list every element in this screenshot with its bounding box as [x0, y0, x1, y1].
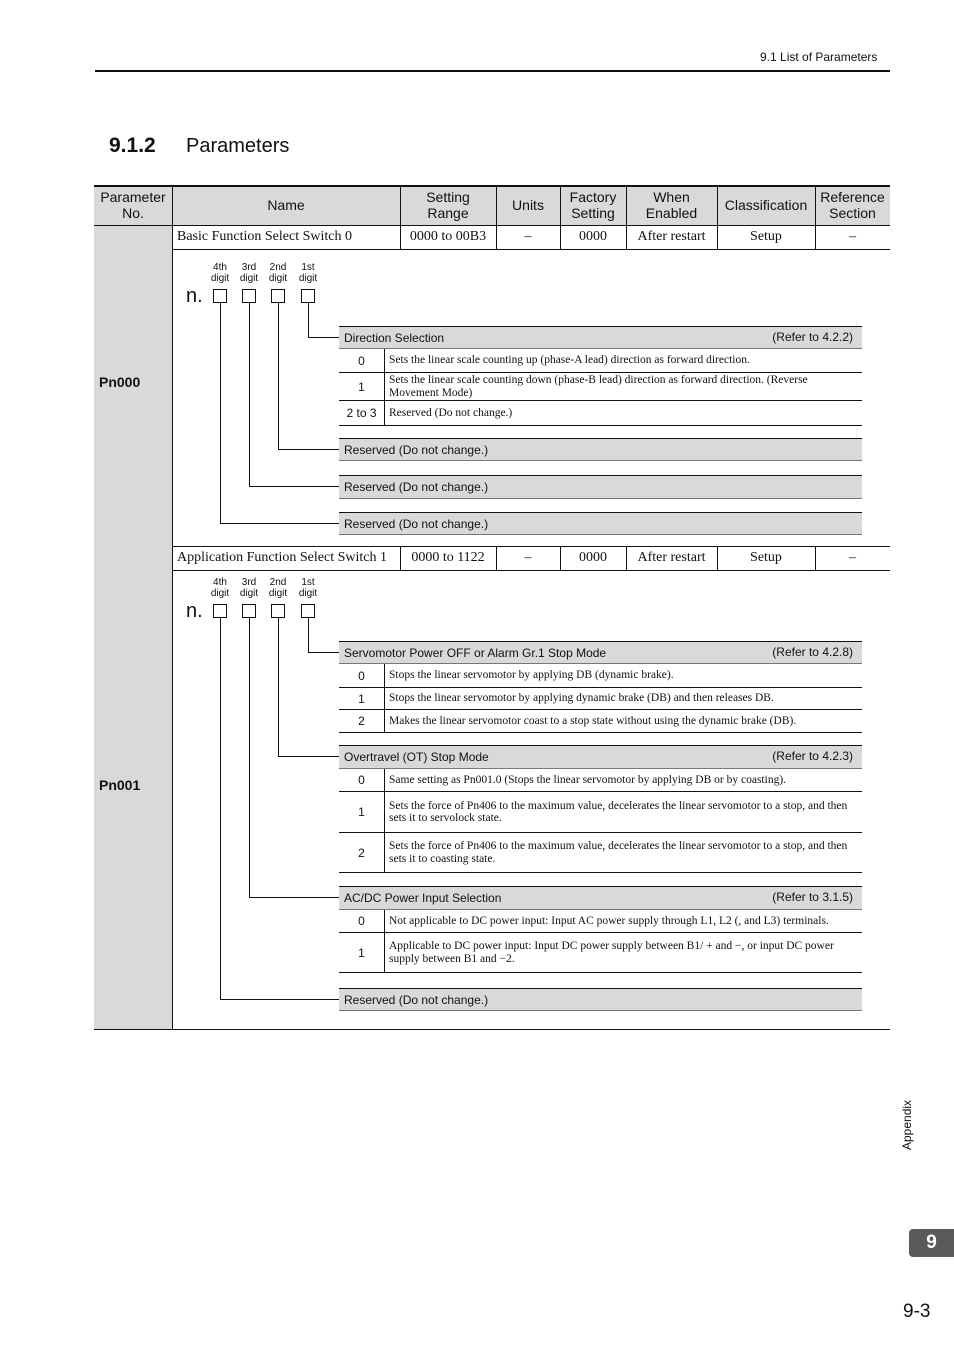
col-rule: [626, 225, 627, 249]
option-value: 1: [339, 688, 385, 709]
param-attr: Setup: [750, 229, 782, 244]
digit-box: [242, 604, 256, 618]
option-row: [339, 710, 862, 733]
connector-line: [308, 652, 339, 653]
digit-label: [263, 577, 293, 599]
setting-group-header: [339, 641, 862, 664]
digit-label-text: digit: [239, 588, 259, 599]
col-rule: [626, 185, 627, 225]
setting-group-title: AC/DC Power Input Selection: [344, 891, 502, 905]
digit-label-text: digit: [268, 588, 288, 599]
digit-label-text: digit: [298, 273, 318, 284]
option-value: 1: [339, 933, 385, 972]
col-rule: [496, 546, 497, 570]
digit-label-text: digit: [239, 273, 259, 284]
connector-line: [278, 618, 279, 756]
connector-line: [249, 303, 250, 486]
digit-label-text: 1st: [301, 577, 315, 588]
option-value: 0: [339, 769, 385, 791]
connector-line: [278, 303, 279, 449]
connector-line: [249, 897, 339, 898]
setting-group-header: [339, 745, 862, 769]
col-rule: [815, 225, 816, 249]
setting-group-title: Direction Selection: [344, 331, 445, 345]
option-value: 0: [339, 910, 385, 932]
digit-label-text: digit: [210, 588, 230, 599]
column-header-text: Parameter: [100, 189, 166, 205]
digit-box: [301, 604, 315, 618]
option-row: [339, 933, 862, 973]
col-rule: [560, 185, 561, 225]
param-attr: –: [524, 229, 532, 244]
option-description: Stops the linear servomotor by applying dynamic brake (DB) and then releases DB.: [389, 692, 774, 705]
col-rule: [560, 225, 561, 249]
connector-line: [308, 618, 309, 652]
setting-group-title: Servomotor Power OFF or Alarm Gr.1 Stop Mode: [344, 646, 607, 660]
option-row: [339, 401, 862, 426]
setting-group-header: [339, 438, 862, 461]
digit-box: [242, 289, 256, 303]
column-header-text: Setting: [571, 205, 615, 221]
param-attr: After restart: [637, 229, 706, 244]
setting-group-title: Reserved (Do not change.): [344, 993, 489, 1007]
option-row: [339, 910, 862, 933]
param-attr: Setup: [750, 550, 782, 565]
side-label: Appendix: [900, 1099, 914, 1150]
col-rule: [626, 546, 627, 570]
digit-label: [234, 577, 264, 599]
option-value: 2 to 3: [339, 401, 385, 425]
section-title: Parameters: [186, 135, 290, 157]
connector-line: [308, 303, 309, 337]
connector-line: [278, 756, 339, 757]
column-header: [94, 185, 172, 225]
connector-line: [220, 303, 221, 523]
option-description: Makes the linear servomotor coast to a stop state without using the dynamic brake (DB).: [389, 714, 797, 727]
connector-line: [249, 618, 250, 897]
option-value: 0: [339, 349, 385, 372]
col-rule: [717, 185, 718, 225]
col-rule: [400, 546, 401, 570]
option-row: [339, 349, 862, 373]
column-header-text: Classification: [724, 197, 808, 213]
param-name: Basic Function Select Switch 0: [177, 229, 352, 244]
digit-box: [213, 289, 227, 303]
column-header-text: Reference: [820, 189, 885, 205]
digit-label-text: digit: [210, 273, 230, 284]
option-description: Not applicable to DC power input: Input AC power supply through L1, L2 (, and L3) terminals.: [389, 914, 829, 927]
option-row: [339, 688, 862, 710]
setting-group-header: [339, 475, 862, 499]
n-prefix: n.: [186, 285, 203, 307]
option-value: 2: [339, 710, 385, 732]
column-header: [496, 185, 560, 225]
setting-group-header: [339, 988, 862, 1011]
col-rule: [815, 185, 816, 225]
option-row: [339, 373, 862, 401]
setting-group-header: [339, 512, 862, 535]
param-name: Application Function Select Switch 1: [177, 550, 387, 565]
column-header: [815, 185, 890, 225]
setting-group-title: Overtravel (OT) Stop Mode: [344, 750, 489, 764]
param-attr: –: [524, 550, 532, 565]
col-rule: [496, 225, 497, 249]
column-header: [717, 185, 815, 225]
param-number: Pn000: [99, 374, 141, 390]
header-bottom-rule: [94, 225, 890, 226]
param-attr: –: [849, 550, 856, 565]
option-row: [339, 664, 862, 688]
digit-label-text: 4th: [213, 262, 227, 273]
connector-line: [220, 523, 339, 524]
column-header: [400, 185, 496, 225]
column-header-text: Section: [829, 205, 876, 221]
param-attr: 0000 to 1122: [411, 550, 485, 565]
digit-box: [271, 289, 285, 303]
col-rule: [172, 225, 173, 1029]
table-top-rule: [94, 185, 890, 187]
param-attr: After restart: [637, 550, 706, 565]
option-value: 2: [339, 833, 385, 872]
setting-group-reference: (Refer to 3.1.5): [772, 890, 853, 904]
setting-group-header: [339, 886, 862, 910]
col-rule: [400, 225, 401, 249]
column-header-text: Setting: [426, 189, 470, 205]
option-description: Sets the force of Pn406 to the maximum value, decelerates the linear servomotor to a stop, and then sets it to coasting state.: [389, 840, 848, 865]
chapter-tab[interactable]: 9: [909, 1229, 954, 1257]
column-header-text: When: [653, 189, 690, 205]
option-row: [339, 769, 862, 792]
column-header-text: No.: [122, 205, 144, 221]
col-rule: [400, 185, 401, 225]
option-description: Applicable to DC power input: Input DC power supply between B1/ + and −, or input DC power supply between B1 and −2.: [389, 940, 834, 965]
param-attr: 0000: [579, 550, 607, 565]
digit-box: [301, 289, 315, 303]
digit-label-text: 3rd: [241, 262, 257, 273]
option-row: [339, 833, 862, 873]
col-rule: [560, 546, 561, 570]
option-value: 1: [339, 373, 385, 400]
setting-group-title: Reserved (Do not change.): [344, 480, 489, 494]
digit-box: [213, 604, 227, 618]
digit-label-text: 4th: [213, 577, 227, 588]
running-title: 9.1 List of Parameters: [760, 50, 878, 64]
digit-label: [205, 262, 235, 284]
digit-label-text: digit: [298, 588, 318, 599]
option-value: 1: [339, 792, 385, 832]
column-header-text: Name: [267, 197, 305, 213]
setting-group-reference: (Refer to 4.2.2): [772, 330, 853, 344]
column-header-text: Enabled: [645, 205, 698, 221]
connector-line: [308, 337, 339, 338]
param-attr: –: [849, 229, 856, 244]
option-description: Sets the force of Pn406 to the maximum value, decelerates the linear servomotor to a stop, and then sets it to servolock state.: [389, 799, 848, 824]
setting-group-title: Reserved (Do not change.): [344, 517, 489, 531]
column-header-text: Range: [427, 205, 469, 221]
param-number: Pn001: [99, 777, 141, 793]
digit-label-text: 2nd: [269, 577, 287, 588]
header-rule: [95, 70, 890, 72]
n-prefix: n.: [186, 600, 203, 622]
option-value: 0: [339, 664, 385, 687]
digit-label-text: 3rd: [241, 577, 257, 588]
column-header: [626, 185, 717, 225]
column-header: [560, 185, 626, 225]
option-description: Sets the linear scale counting down (phase-B lead) direction as forward direction. (Reverse Movement Mode): [389, 374, 808, 399]
section-number: 9.1.2: [109, 134, 156, 157]
setting-group-reference: (Refer to 4.2.8): [772, 645, 853, 659]
digit-label: [293, 262, 323, 284]
setting-group-reference: (Refer to 4.2.3): [772, 749, 853, 763]
column-header: [172, 185, 400, 225]
digit-label: [205, 577, 235, 599]
connector-line: [278, 449, 339, 450]
digit-label-text: 1st: [301, 262, 315, 273]
setting-group-header: [339, 326, 862, 349]
param-attr: 0000 to 00B3: [409, 229, 487, 244]
option-description: Sets the linear scale counting up (phase-A lead) direction as forward direction.: [389, 354, 750, 367]
option-description: Reserved (Do not change.): [389, 406, 513, 419]
option-description: Same setting as Pn001.0 (Stops the linear servomotor by applying DB or by coasting).: [389, 773, 787, 786]
col-rule: [815, 546, 816, 570]
connector-line: [220, 999, 339, 1000]
column-header-text: Factory: [569, 189, 617, 205]
row-rule: [94, 1029, 890, 1030]
option-description: Stops the linear servomotor by applying DB (dynamic brake).: [389, 669, 674, 682]
row-rule: [172, 570, 890, 571]
row-rule: [172, 249, 890, 250]
setting-group-title: Reserved (Do not change.): [344, 443, 489, 457]
digit-label-text: 2nd: [269, 262, 287, 273]
digit-label: [234, 262, 264, 284]
option-row: [339, 792, 862, 833]
param-attr: 0000: [579, 229, 607, 244]
column-header-text: Units: [512, 197, 544, 213]
connector-line: [249, 486, 339, 487]
digit-label-text: digit: [268, 273, 288, 284]
page-number: 9-3: [903, 1301, 931, 1322]
col-rule: [496, 185, 497, 225]
digit-label: [293, 577, 323, 599]
digit-box: [271, 604, 285, 618]
digit-label: [263, 262, 293, 284]
connector-line: [220, 618, 221, 999]
col-rule: [172, 185, 173, 225]
col-rule: [717, 546, 718, 570]
col-rule: [717, 225, 718, 249]
